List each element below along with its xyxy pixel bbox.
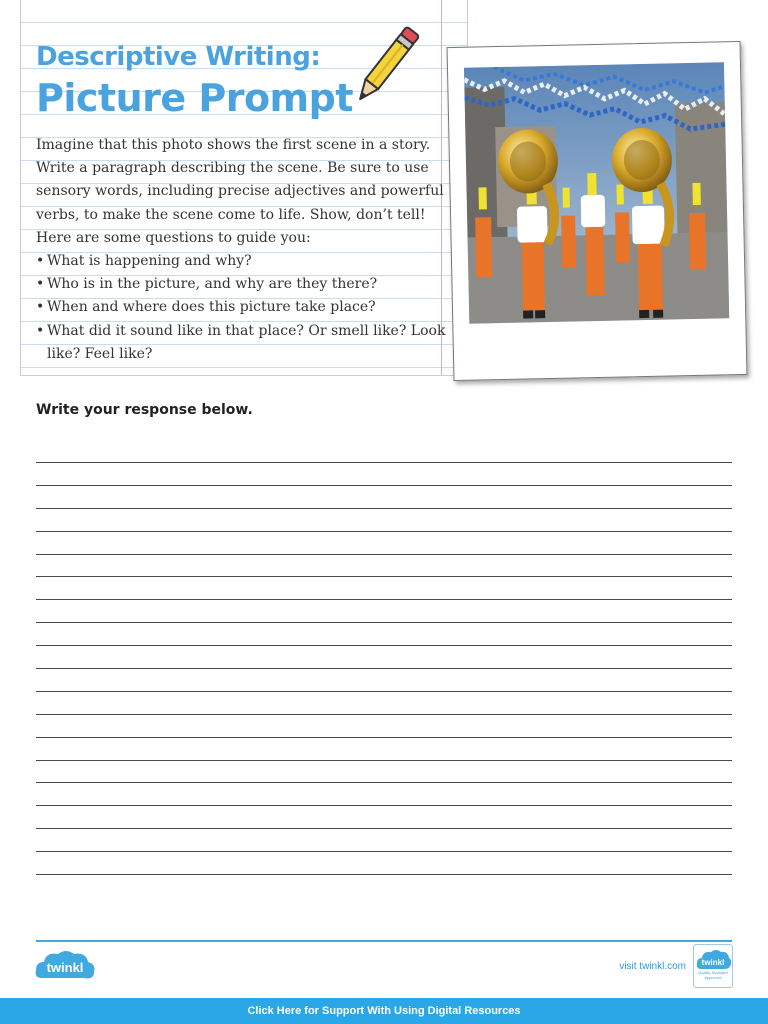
badge-line-2: Approved (704, 974, 722, 980)
writing-line (36, 828, 732, 851)
support-link[interactable]: Click Here for Support With Using Digital Resources (0, 998, 768, 1024)
quality-badge (693, 944, 733, 988)
question-item: • What did it sound like in that place? Or smell like? Look like? Feel like? (36, 320, 446, 366)
question-item: • When and where does this picture take place? (36, 296, 446, 319)
prompt-text (36, 134, 446, 366)
writing-line (36, 851, 732, 874)
marching-band-photo (464, 62, 729, 323)
writing-line (36, 508, 732, 531)
guide-questions (36, 250, 446, 366)
intro-paragraph: Imagine that this photo shows the first scene in a story. Write a paragraph describing the scene. Be sure to use sensory words, including precise adjectives and powerful verbs, to make the scene come to life. Show, don’t tell! Here are some questions to guide you: (36, 137, 444, 246)
badge-label (694, 971, 732, 980)
badge-line-1: Quality Standard (698, 970, 728, 975)
writing-line (36, 805, 732, 828)
twinkl-logo[interactable] (34, 948, 96, 984)
writing-line (36, 554, 732, 577)
writing-line (36, 462, 732, 485)
question-item: • Who is in the picture, and why are they there? (36, 273, 446, 296)
writing-line (36, 874, 732, 897)
writing-line (36, 737, 732, 760)
writing-line (36, 485, 732, 508)
writing-line (36, 782, 732, 805)
writing-line (36, 668, 732, 691)
writing-line (36, 645, 732, 668)
photo-frame (447, 41, 748, 381)
title-line-1: Descriptive Writing: (36, 42, 321, 72)
response-heading: Write your response below. (36, 402, 253, 418)
visit-twinkl-link[interactable]: visit twinkl.com (619, 961, 686, 972)
writing-line (36, 760, 732, 783)
writing-line (36, 691, 732, 714)
question-item: • What is happening and why? (36, 250, 446, 273)
writing-lines[interactable] (36, 462, 732, 897)
writing-line (36, 531, 732, 554)
logo-text: twinkl (46, 960, 84, 975)
writing-line (36, 622, 732, 645)
page-title: Picture Prompt (36, 76, 354, 120)
writing-line (36, 714, 732, 737)
writing-line (36, 599, 732, 622)
writing-line (36, 576, 732, 599)
footer-divider (36, 940, 732, 942)
pencil-icon (338, 18, 434, 114)
badge-title: twinkl (701, 958, 725, 967)
